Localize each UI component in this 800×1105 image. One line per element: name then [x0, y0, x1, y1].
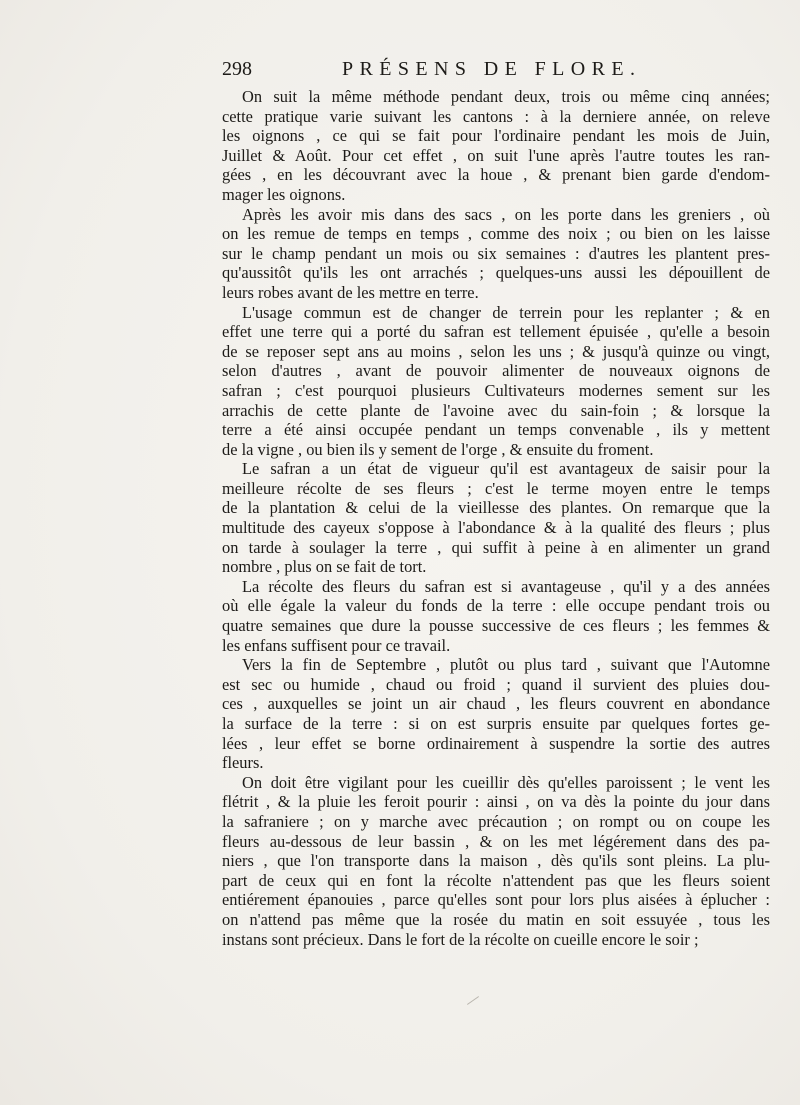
- text-line: On doit être vigilant pour les cueillir dès qu'elles paroissent ; le vent les: [242, 772, 770, 792]
- text-line: quatre semaines que dure la pousse successive de ces fleurs ; les femmes &: [222, 616, 770, 636]
- paragraph: [222, 577, 770, 655]
- text-line: la surface de la terre : si on est surpris ensuite par quelques fortes ge-: [222, 714, 770, 733]
- text-line: Vers la fin de Septembre , plutôt ou plus tard , suivant que l'Automne: [242, 655, 770, 675]
- text-line: on les remue de temps en temps , comme des noix ; ou bien on les laisse: [222, 224, 770, 244]
- text-line: de la vigne , ou bien ils y sement de l'orge , & ensuite du froment.: [222, 439, 654, 459]
- text-line: flétrit , & la pluie les feroit pourir : ainsi , on va dès la pointe du jour dans: [222, 792, 770, 812]
- text-line: nombre , plus on se fait de tort.: [222, 557, 427, 577]
- text-line: La récolte des fleurs du safran est si avantageuse , qu'il y a des années: [242, 576, 770, 596]
- text-line: on tarde à soulager la terre , qui suffit à peine à en alimenter un grand: [222, 537, 770, 557]
- text-line: la safraniere ; on y marche avec précaution ; on rompt ou on coupe les: [222, 811, 770, 831]
- text-line: safran ; c'est pourquoi plusieurs Cultivateurs modernes sement sur les: [222, 380, 770, 400]
- paragraph: [222, 773, 770, 949]
- text-line: qu'aussitôt qu'ils les ont arrachés ; quelques-uns aussi les dépouillent de: [222, 263, 770, 283]
- paragraph: [222, 205, 770, 303]
- text-line: instans sont précieux. Dans le fort de la récolte on cueille encore le soir ;: [222, 929, 699, 949]
- text-line: leurs robes avant de les mettre en terre.: [222, 282, 479, 302]
- text-line: Juillet & Août. Pour cet effet , on suit l'une après l'autre toutes les ran-: [222, 145, 770, 165]
- text-line: de la plantation & celui de la vieillesse des plantes. On remarque que la: [222, 498, 770, 518]
- text-line: sur le champ pendant un mois ou six semaines : d'autres les plantent pres-: [222, 243, 770, 263]
- text-line: est sec ou humide , chaud ou froid ; quand il survient des pluies dou-: [222, 674, 770, 694]
- text-line: niers , que l'on transporte dans la maison , dès qu'ils sont pleins. La plu-: [222, 851, 770, 871]
- text-line: mager les oignons.: [222, 184, 346, 204]
- text-line: arrachis de cette plante de l'avoine avec du sain-foin ; & lorsque la: [222, 400, 770, 420]
- text-line: où elle égale la valeur du fonds de la terre : elle occupe pendant trois ou: [222, 596, 770, 616]
- text-line: meilleure récolte de ses fleurs ; c'est le terme moyen entre le temps: [222, 478, 770, 498]
- text-line: on n'attend pas même que la rosée du matin en soit essuyée , tous les: [222, 909, 770, 929]
- text-line: Après les avoir mis dans des sacs , on les porte dans les greniers , où: [242, 204, 770, 224]
- text-line: les enfans suffisent pour ce travail.: [222, 635, 451, 655]
- text-line: terre a été ainsi occupée pendant un temps convenable , ils y mettent: [222, 420, 770, 440]
- paragraph: [222, 303, 770, 460]
- paragraph: [222, 655, 770, 773]
- text-line: fleurs.: [222, 753, 264, 773]
- paragraph: [222, 87, 770, 205]
- text-line: fleurs au-dessous de leur bassin , & on les met légérement dans des pa-: [222, 831, 770, 851]
- text-line: les oignons , ce qui se fait pour l'ordinaire pendant les mois de Juin,: [222, 126, 770, 146]
- paper-mark: [467, 996, 479, 1005]
- text-line: gées , en les découvrant avec la houe , & prenant bien garde d'endom-: [222, 165, 770, 185]
- text-line: cette pratique varie suivant les cantons : à la derniere année, on releve: [222, 106, 770, 126]
- text-line: L'usage commun est de changer de terrein pour les replanter ; & en: [242, 302, 770, 322]
- running-title: PRÉSENS DE FLORE.: [342, 58, 642, 80]
- text-line: Le safran a un état de vigueur qu'il est avantageux de saisir pour la: [242, 459, 770, 479]
- text-line: On suit la même méthode pendant deux, trois ou même cinq années;: [242, 87, 770, 106]
- text-line: selon d'autres , avant de pouvoir alimenter de nouveaux oignons de: [222, 361, 770, 381]
- body-text: [222, 87, 770, 949]
- text-line: effet une terre qui a porté du safran est tellement épuisée , qu'elle a besoin: [222, 322, 770, 342]
- page-number: 298: [222, 58, 252, 80]
- text-line: part de ceux qui en font la récolte n'attendent pas que les fleurs soient: [222, 870, 770, 890]
- text-line: ces , auxquelles se joint un air chaud , les fleurs couvrent en abondance: [222, 694, 770, 714]
- text-line: lées , leur effet se borne ordinairement à suspendre la sortie des autres: [222, 733, 770, 753]
- page-header: [222, 58, 770, 88]
- text-line: multitude des cayeux s'oppose à l'abondance & à la qualité des fleurs ; plus: [222, 518, 770, 538]
- paragraph: [222, 459, 770, 577]
- text-line: entiérement épanouies , parce qu'elles sont pour lors plus aisées à éplucher :: [222, 890, 770, 910]
- text-line: de se reposer sept ans au moins , selon les uns ; & jusqu'à quinze ou vingt,: [222, 341, 770, 361]
